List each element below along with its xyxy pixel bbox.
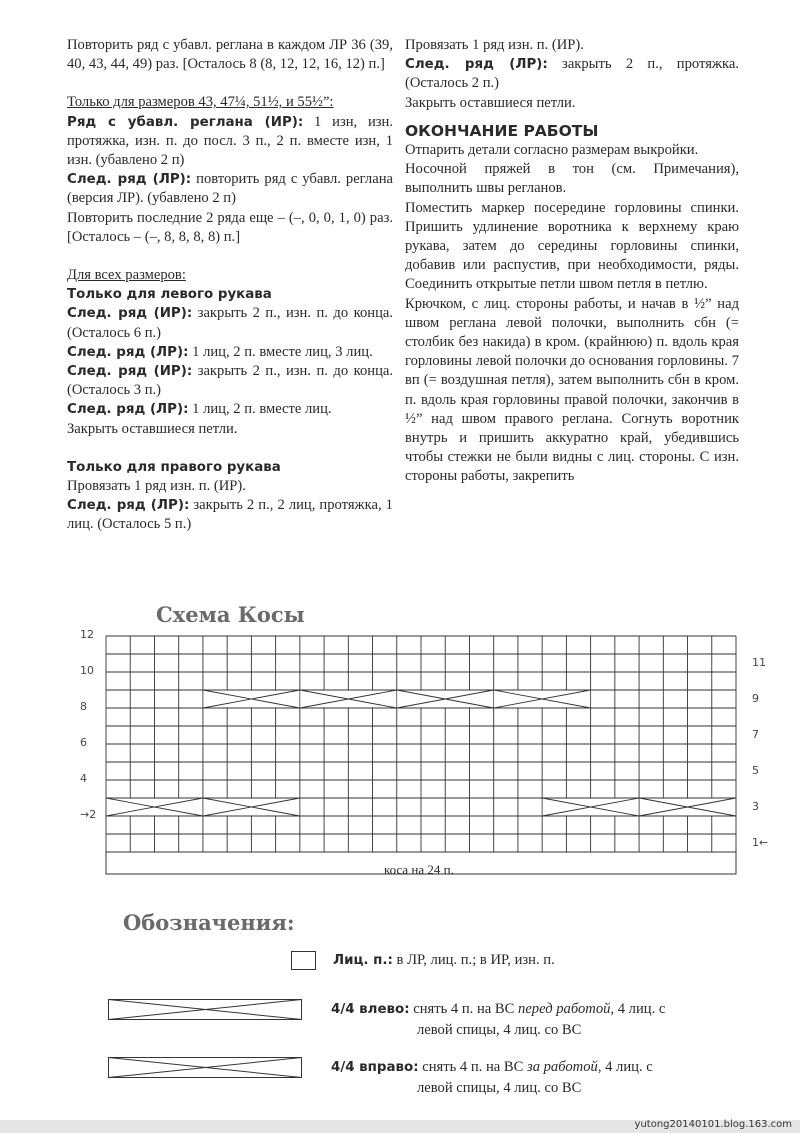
legend-cable-right-label: 4/4 вправо:: [331, 1060, 419, 1075]
left-sleeve-close: Закрыть оставшиеся петли.: [67, 420, 238, 437]
cable-left-symbol: [108, 999, 308, 1021]
instruction-ls1: След. ряд (ИР): закрыть 2 п., изн. п. до конца. (Осталось 6 п.): [67, 305, 394, 341]
cable-right-symbol: [108, 1057, 308, 1079]
all-sizes-heading: Для всех размеров:: [67, 267, 186, 284]
row-label: След. ряд (ЛР):: [67, 172, 192, 188]
row-label: След. ряд (ЛР):: [405, 57, 548, 73]
right-sleeve-heading: Только для правого рукава: [67, 459, 281, 475]
paragraph-repeat: Повторить последние 2 ряда еще – (–, 0, 0, 1, 0) раз. [Осталось – (–, 8, 8, 8, 8) п.]: [67, 209, 393, 245]
legend-cable-right: 4/4 вправо: снять 4 п. на ВС за работой, 4 лиц. с левой спицы, 4 лиц. со ВС: [331, 1059, 653, 1096]
footer-url: yutong20140101.blog.163.com: [634, 1119, 792, 1130]
row-number-left: →2: [80, 808, 97, 821]
row-number-left: 12: [80, 628, 94, 641]
row-number-right: 11: [752, 656, 766, 669]
row-number-right: 1←: [752, 836, 769, 849]
instruction-ls4: След. ряд (ЛР): 1 лиц, 2 п. вместе лиц.: [67, 401, 332, 418]
finishing-paragraph-4: Крючком, с лиц. стороны работы, и начав в ½” над швом реглана левой полочки, выполнить сбн (= столбик без накида) в кром. (крайнюю) п. вдоль края горловины левой полочки до основания горловины. 7 вп (= воздушная петля), затем выполнить сбн в кром. п. вдоль края горловины правой полочки, закончив в ½” над швом правого реглана. Согнуть воротник внутрь и пришить аккуратно край, убедившись чтобы стежки не были видны с лиц. стороны. С изн. стороны работы, закрепить: [405, 295, 739, 485]
row-label: След. ряд (ЛР):: [67, 498, 190, 514]
instruction-row-a: Ряд с убавл. реглана (ИР): 1 изн, изн. протяжка, изн. п. до посл. 3 п., 2 п. вместе изн, 1 изн. (убавлено 2 п): [67, 113, 393, 169]
finishing-heading: ОКОНЧАНИЕ РАБОТЫ: [405, 121, 599, 140]
row-number-right: 5: [752, 764, 759, 777]
row-number-left: 10: [80, 664, 94, 677]
chart-title: Схема Косы: [156, 602, 305, 627]
finishing-paragraph-3: Поместить маркер посередине горловины спинки. Пришить удлинение воротника к верхнему краю рукава, затем до середины горловины спинки, добавив или распустив, при необходимости, ряды. Соединить открытые петли швом петля в петлю.: [405, 199, 739, 293]
row-label: След. ряд (ИР):: [67, 364, 193, 380]
row-number-right: 3: [752, 800, 759, 813]
left-sleeve-heading: Только для левого рукава: [67, 287, 272, 303]
legend-title: Обозначения:: [123, 910, 295, 935]
finishing-paragraph-1: Отпарить детали согласно размерам выкройки.: [405, 142, 699, 159]
row-number-left: 6: [80, 736, 87, 749]
legend-cable-left-label: 4/4 влево:: [331, 1002, 410, 1017]
row-label: Ряд с убавл. реглана (ИР):: [67, 114, 304, 130]
instruction-ls3: След. ряд (ИР): закрыть 2 п., изн. п. до конца. (Осталось 3 п.): [67, 363, 394, 399]
row-number-right: 9: [752, 692, 759, 705]
row-label: След. ряд (ЛР):: [67, 402, 189, 418]
chart-caption: коса на 24 п.: [384, 862, 454, 877]
instruction-rs3: Провязать 1 ряд изн. п. (ИР).: [405, 37, 584, 53]
paragraph-regl-repeat: Повторить ряд с убавл. реглана в каждом ЛР 36 (39, 40, 43, 44, 49) раз. [Осталось 8 (8, 12, 12, 16, 12) п.]: [67, 37, 393, 73]
row-number-left: 8: [80, 700, 87, 713]
row-label: След. ряд (ИР):: [67, 306, 193, 322]
sizes-heading: Только для размеров 43, 47¼, 51½, и 55½”:: [67, 94, 334, 111]
instruction-row-b: След. ряд (ЛР): повторить ряд с убавл. реглана (версия ЛР). (убавлено 2 п): [67, 171, 393, 207]
instruction-rs2: След. ряд (ЛР): закрыть 2 п., 2 лиц, протяжка, 1 лиц. (Осталось 5 п.): [67, 497, 393, 533]
instruction-ls2: След. ряд (ЛР): 1 лиц, 2 п. вместе лиц, 3 лиц.: [67, 343, 373, 360]
knit-stitch-symbol: [291, 951, 316, 970]
legend-cable-left: 4/4 влево: снять 4 п. на ВС перед работой, 4 лиц. с левой спицы, 4 лиц. со ВС: [331, 1001, 666, 1038]
right-sleeve-close: Закрыть оставшиеся петли.: [405, 94, 576, 111]
row-number-right: 7: [752, 728, 759, 741]
legend-knit-label: Лиц. п.:: [333, 953, 393, 968]
row-label: След. ряд (ЛР):: [67, 344, 189, 360]
finishing-paragraph-2: Носочной пряжей в тон (см. Примечания), выполнить швы регланов.: [405, 161, 739, 197]
row-number-left: 4: [80, 772, 87, 785]
instruction-rs1: Провязать 1 ряд изн. п. (ИР).: [67, 478, 246, 495]
legend-knit: Лиц. п.: в ЛР, лиц. п.; в ИР, изн. п.: [333, 952, 555, 968]
instruction-rs4: След. ряд (ЛР): закрыть 2 п., протяжка. (Осталось 2 п.): [405, 56, 739, 92]
